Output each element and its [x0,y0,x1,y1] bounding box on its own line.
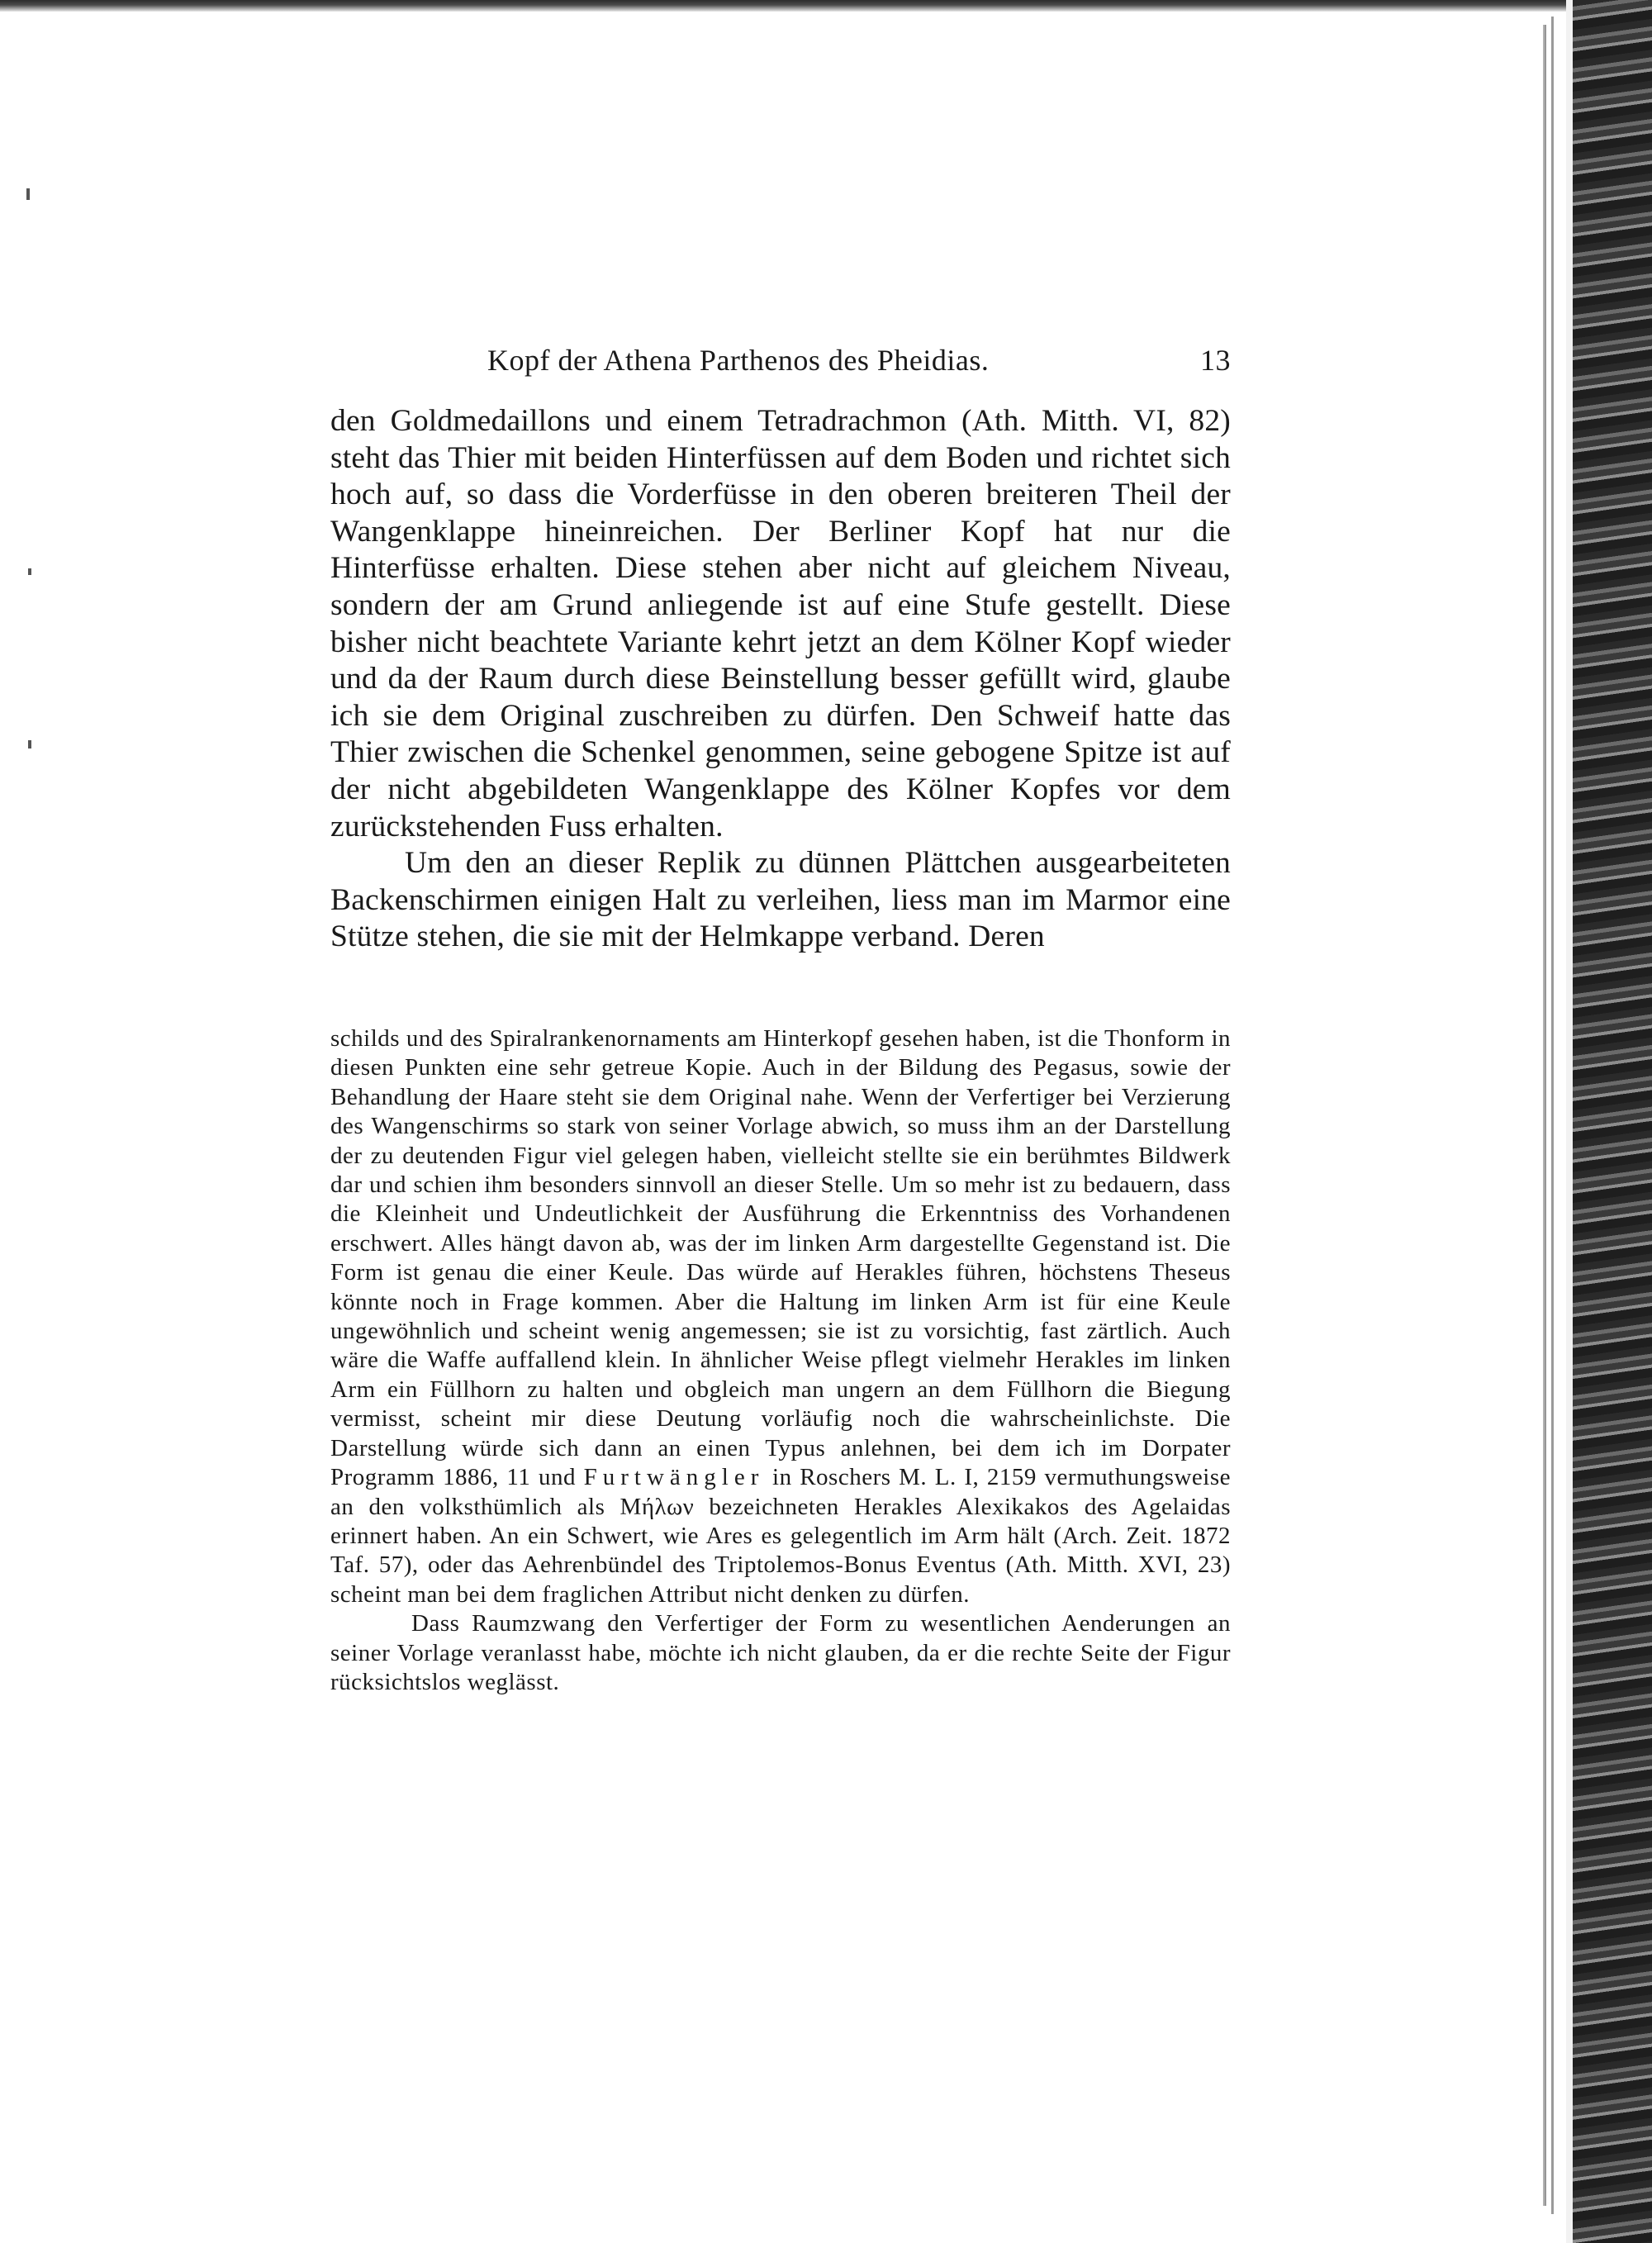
main-paragraph: Um den an dieser Replik zu dünnen Plättchen ausgearbeiteten Backenschirmen einigen Halt zu verleihen, liess man im Marmor eine Stütze stehen, die sie mit der Helmkappe verband. Deren [330,846,1231,954]
author-name: Furtwängler [583,1464,765,1491]
footnote-paragraph: Dass Raumzwang den Verfertiger der Form zu wesentlichen Aenderungen an seiner Vorlage veranlasst habe, möchte ich nicht glauben, da er die rechte Seite der Figur rücksichtslos weglässt. [330,1610,1231,1695]
main-paragraph: den Goldmedaillons und einem Tetradrachmon (Ath. Mitth. VI, 82) steht das Thier mit beiden Hinterfüssen auf dem Boden und richtet sich hoch auf, so dass die Vorderfüsse in den oberen breiteren Theil der Wangenklappe hineinreichen. Der Berliner Kopf hat nur die Hinterfüsse erhalten. Diese stehen aber nicht auf gleichem Niveau, sondern der am Grund anliegende ist auf eine Stufe gestellt. Diese bisher nicht beachtete Variante kehrt jetzt an dem Kölner Kopf wieder und da der Raum durch diese Beinstellung besser gefüllt wird, glaube ich sie dem Original zuschreiben zu dürfen. Den Schweif hatte das Thier zwischen die Schenkel genommen, seine gebogene Spitze ist auf der nicht abgebildeten Wangenklappe des Kölner Kopfes vor dem zurückstehenden Fuss erhalten. [330,404,1231,844]
running-title: Kopf der Athena Parthenos des Pheidias. [487,344,990,377]
page-edge-shadow [1543,25,1546,2206]
page-edge-shadow-outer [1551,17,1554,2214]
main-text [330,403,1231,956]
margin-mark [26,188,30,200]
scan-top-edge [0,0,1652,12]
running-header [487,343,1231,384]
footnote-text [330,1024,1231,1697]
footnote-paragraph [330,1024,1231,1609]
book-cover-edge [1566,0,1652,2243]
margin-mark [28,740,31,748]
footnote-text-run: schilds und des Spiralrankenornaments am Hinterkopf gesehen haben, ist die Thonform in diesen Punkten eine sehr getreue Kopie. Auch in der Bildung des Pegasus, sowie der Behandlung der Haare steht sie dem Original nahe. Wenn der Verfertiger bei Verzierung des Wangenschirms so stark von seiner Vorlage abwich, so muss ihm an der Darstellung der zu deutenden Figur viel gelegen haben, vielleicht stellte sie ein berühmtes Bildwerk dar und schien ihm besonders sinnvoll an dieser Stelle. Um so mehr ist zu bedauern, dass die Kleinheit und Undeutlichkeit der Ausführung die Erkenntniss des Vorhandenen erschwert. Alles hängt davon ab, was der im linken Arm dargestellte Gegenstand ist. Die Form ist genau die einer Keule. Das würde auf Herakles führen, höchstens Theseus könnte noch in Frage kommen. Aber die Haltung im linken Arm ist für eine Keule ungewöhnlich und scheint wenig angemessen; sie ist zu vorsichtig, fast zärtlich. Auch wäre die Waffe auffallend klein. In ähnlicher Weise pflegt vielmehr Herakles im linken Arm ein Füllhorn zu halten und obgleich man ungern an dem Füllhorn die Biegung vermisst, scheint mir diese Deutung vorläufig noch die wahrscheinlichste. Die Darstellung würde sich dann an einen Typus anlehnen, bei dem ich im Dorpater Programm 1886, 11 und [330,1025,1231,1491]
page-number: 13 [1200,344,1231,377]
footnote-text-run: in Roschers M. L. I, 2159 vermuthungsweise an den volksthümlich als Μήλων bezeichneten Herakles Alexikakos des Agelaidas erinnert haben. An ein Schwert, wie Ares es gelegentlich im Arm hält (Arch. Zeit. 1872 Taf. 57), oder das Aehrenbündel des Triptolemos-Bonus Eventus (Ath. Mitth. XVI, 23) scheint man bei dem fraglichen Attribut nicht denken zu dürfen. [330,1464,1232,1608]
margin-mark [28,568,31,575]
